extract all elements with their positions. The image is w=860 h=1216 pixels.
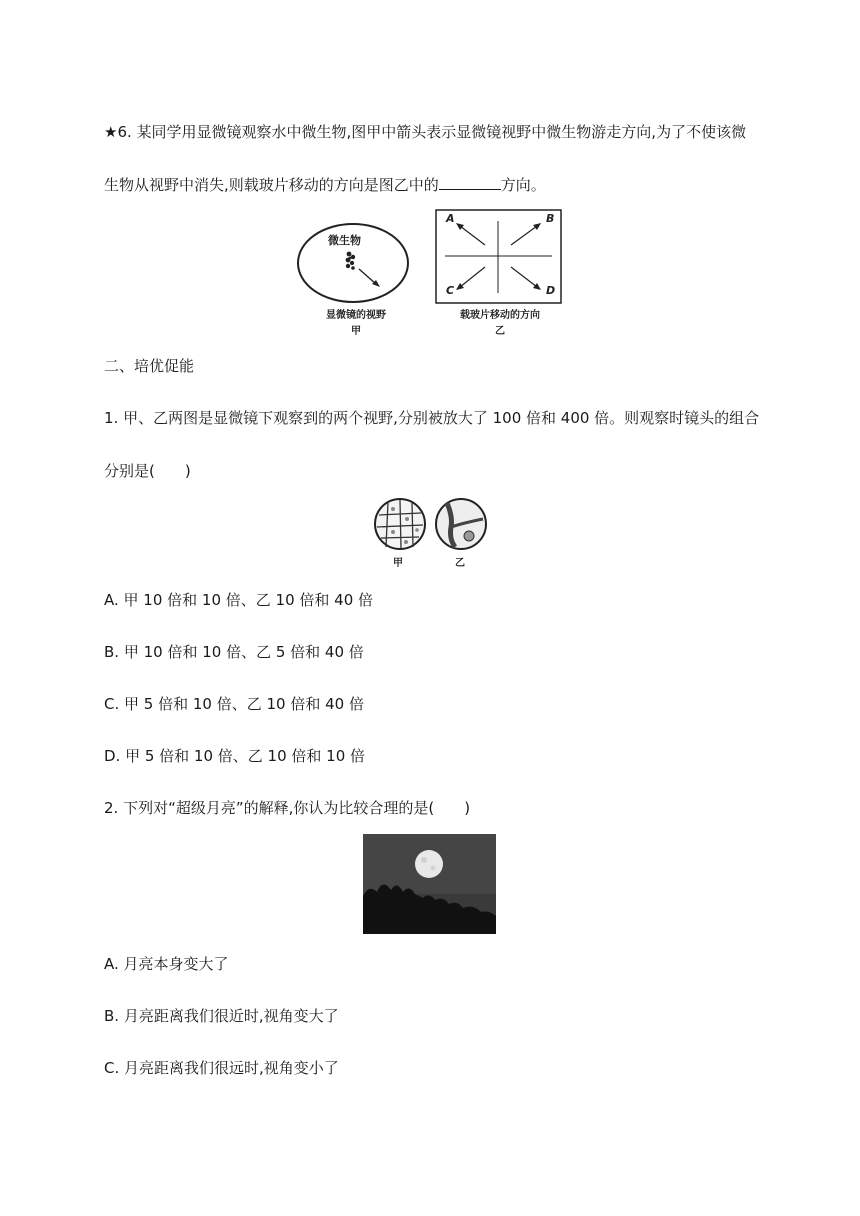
direction-label-d: D bbox=[546, 284, 556, 297]
microorganism-label: 微生物 bbox=[328, 234, 361, 247]
q6-line-2 bbox=[104, 175, 546, 195]
fig-yi-caption: 载玻片移动的方向 bbox=[460, 310, 540, 321]
microorganism-shape bbox=[346, 252, 356, 270]
q2-option-b: B. 月亮距离我们很近时,视角变大了 bbox=[104, 1007, 339, 1025]
q1-line-2: 分别是( ) bbox=[104, 462, 191, 480]
super-moon-photo bbox=[363, 834, 496, 934]
fig-label-jia: 甲 bbox=[393, 558, 403, 569]
q1-line-1: 1. 甲、乙两图是显微镜下观察到的两个视野,分别被放大了 100 倍和 400 倍。则观察时镜头的组合 bbox=[104, 409, 760, 427]
q2-option-a: A. 月亮本身变大了 bbox=[104, 955, 229, 973]
q1-option-a: A. 甲 10 倍和 10 倍、乙 10 倍和 40 倍 bbox=[104, 591, 374, 609]
movement-arrow bbox=[359, 269, 376, 284]
q2-line-1: 2. 下列对“超级月亮”的解释,你认为比较合理的是( ) bbox=[104, 799, 471, 817]
moon bbox=[415, 850, 443, 878]
section-title: 二、培优促能 bbox=[104, 357, 195, 375]
fig-jia-label: 甲 bbox=[351, 326, 361, 337]
field-yi bbox=[436, 499, 486, 549]
fig-label-yi: 乙 bbox=[455, 558, 465, 569]
q1-option-d: D. 甲 5 倍和 10 倍、乙 10 倍和 10 倍 bbox=[104, 747, 366, 765]
fig-jia-caption: 显微镜的视野 bbox=[326, 310, 386, 321]
field-jia bbox=[375, 499, 425, 549]
q1-option-c: C. 甲 5 倍和 10 倍、乙 10 倍和 40 倍 bbox=[104, 695, 364, 713]
direction-label-c: C bbox=[446, 284, 455, 297]
q6-line-2-end: 方向。 bbox=[500, 176, 546, 194]
microscope-fields-figure bbox=[373, 497, 489, 553]
q2-option-c: C. 月亮距离我们很远时,视角变小了 bbox=[104, 1059, 339, 1077]
fig-yi-label: 乙 bbox=[495, 326, 505, 337]
q6-line-2-text: 生物从视野中消失,则载玻片移动的方向是图乙中的 bbox=[104, 176, 439, 194]
q1-option-b: B. 甲 10 倍和 10 倍、乙 5 倍和 40 倍 bbox=[104, 643, 364, 661]
q6-line-1: ★6. 某同学用显微镜观察水中微生物,图甲中箭头表示显微镜视野中微生物游走方向,为了不使该微 bbox=[104, 123, 747, 141]
answer-blank bbox=[439, 175, 501, 190]
direction-label-b: B bbox=[546, 212, 555, 225]
direction-label-a: A bbox=[446, 212, 455, 225]
